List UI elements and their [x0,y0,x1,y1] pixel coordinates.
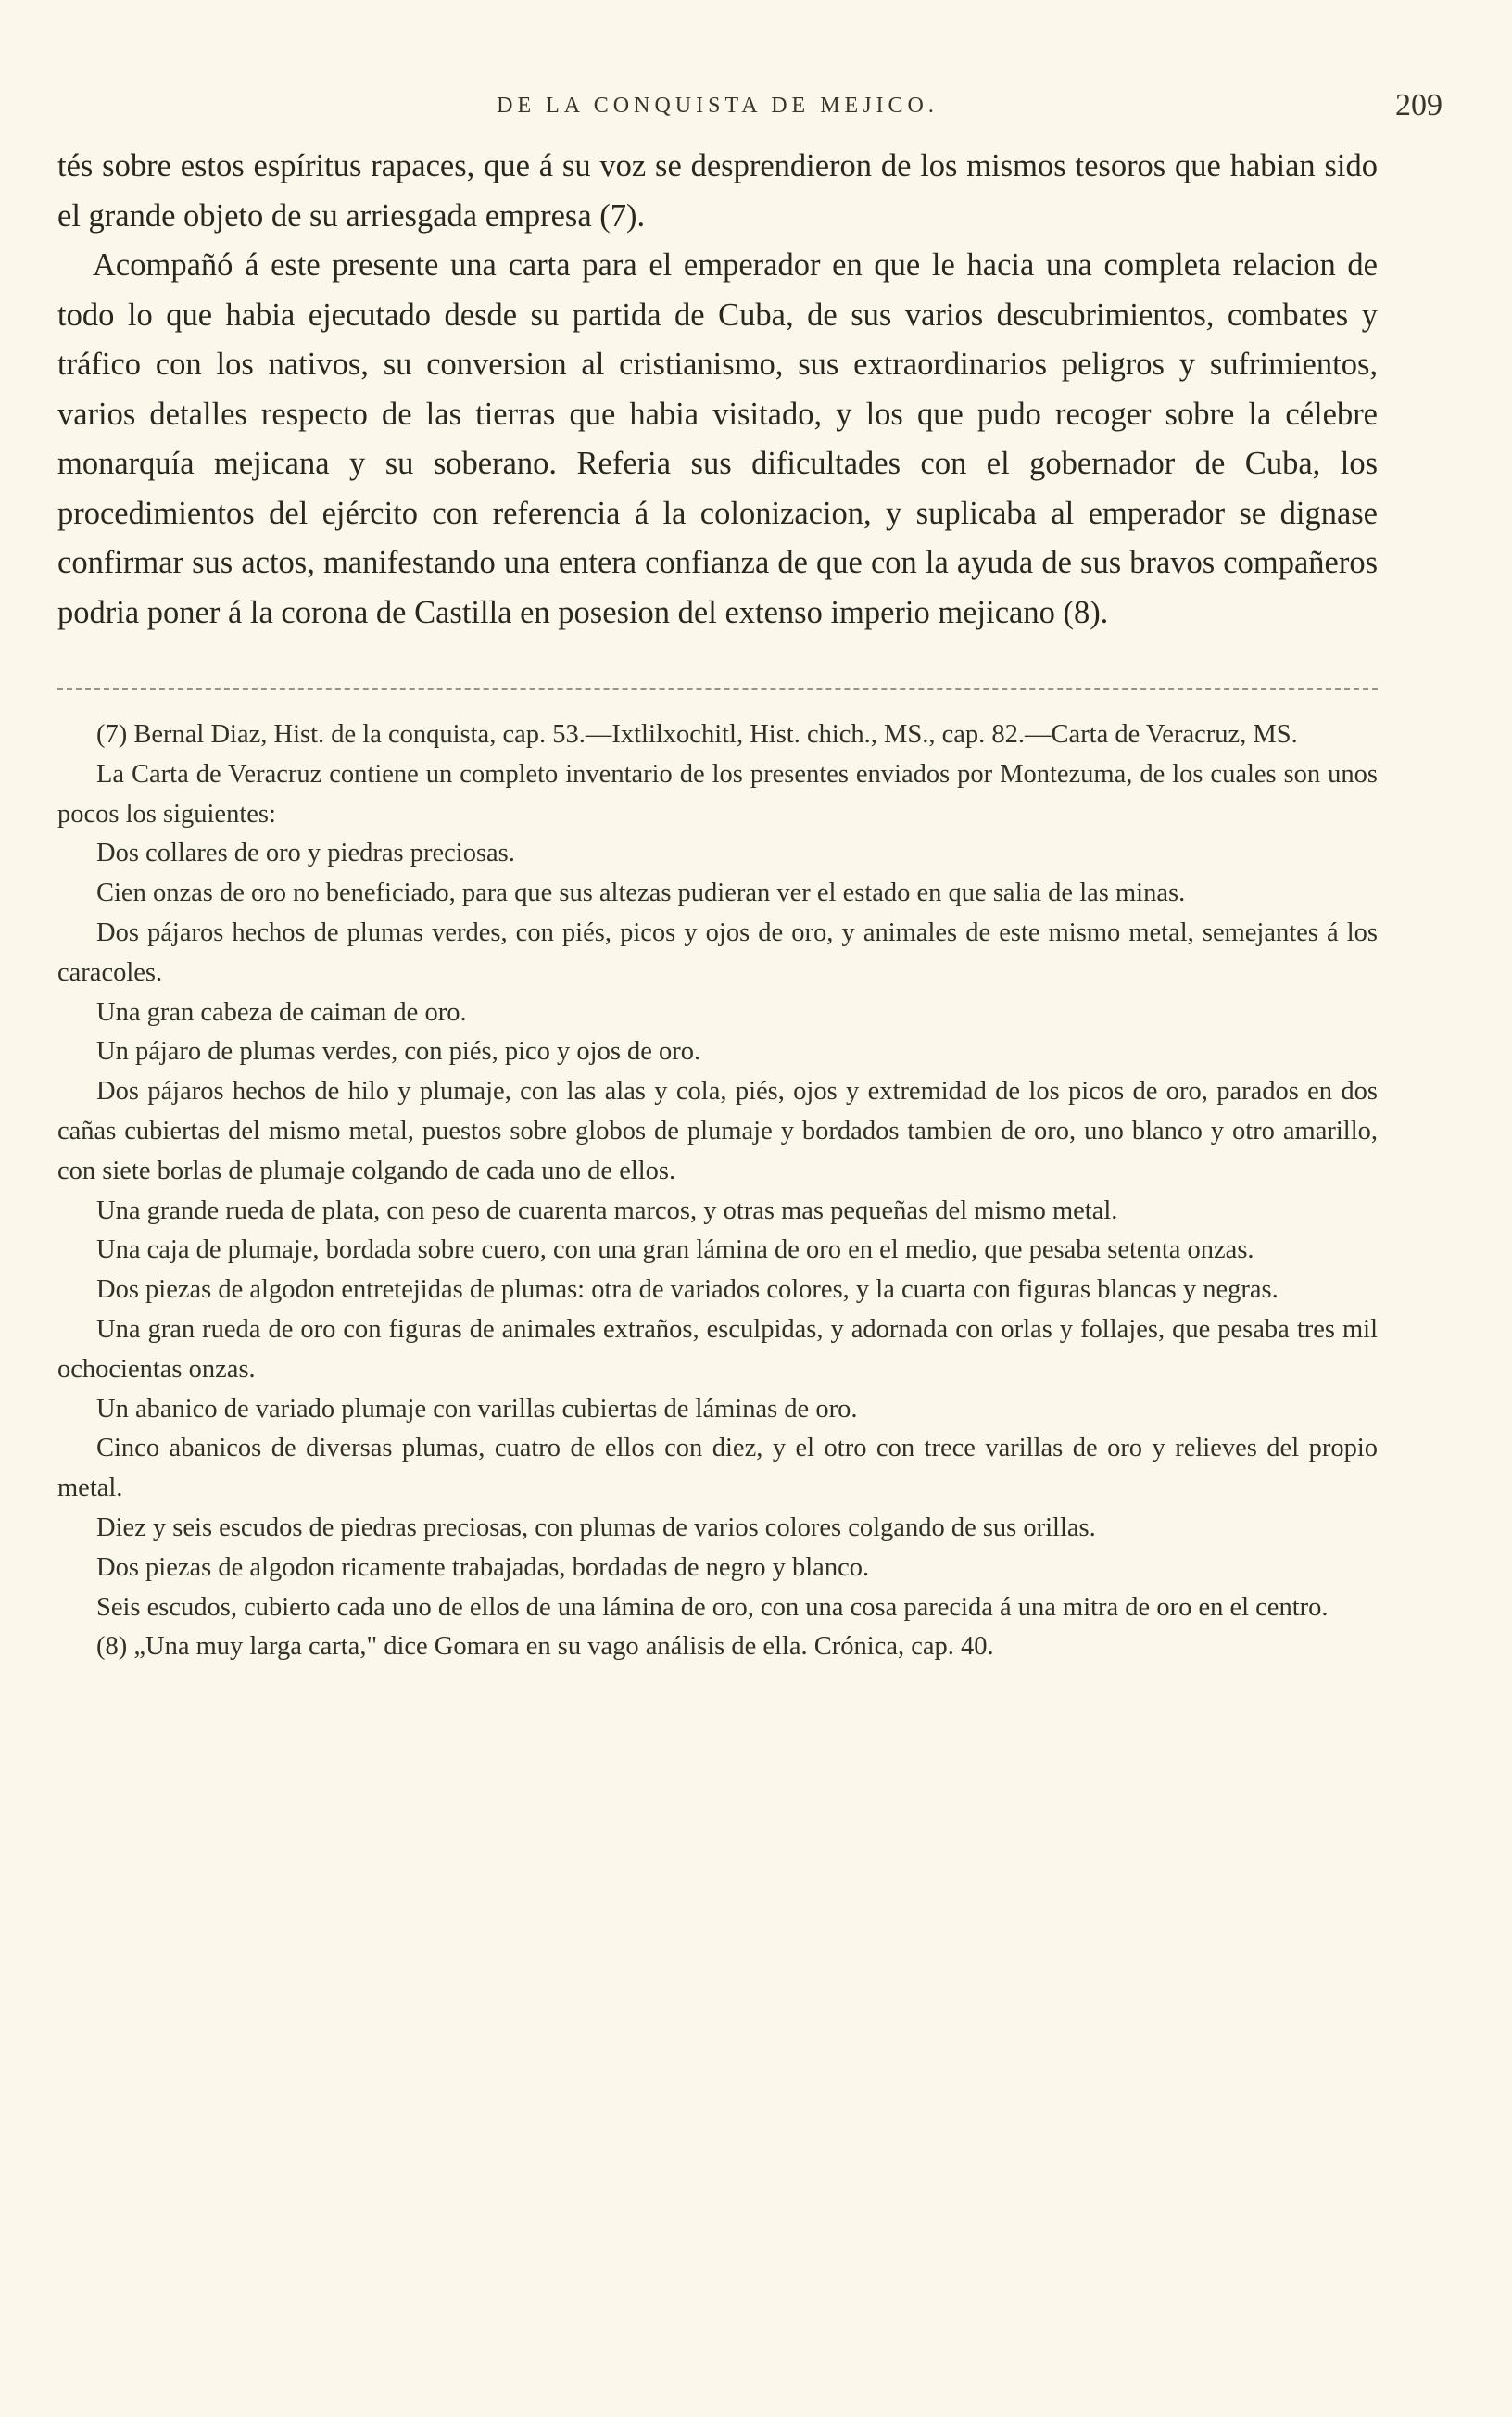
footnote: Dos collares de oro y piedras preciosas. [96,839,515,868]
footnote: Dos piezas de algodon ricamente trabajadas, bordadas de negro y blanco. [96,1552,870,1582]
paragraph: tés sobre estos espíritus rapaces, que á su voz se desprendieron de los mismos tesoros que habian sido el grande objeto de su arriesgada empresa (7). [57,148,1378,234]
footnote: Cinco abanicos de diversas plumas, cuatro de ellos con diez, y el otro con trece varillas de oro y relieves del propio metal. [57,1434,1378,1503]
footnote: Dos piezas de algodon entretejidas de plumas: otra de variados colores, y la cuarta con figuras blancas y negras. [96,1275,1279,1305]
footnote: La Carta de Veracruz contiene un completo inventario de los presentes enviados por Montezuma, de los cuales son unos pocos los siguientes: [57,759,1378,829]
main-text [57,142,1378,638]
footnote: Una grande rueda de plata, con peso de cuarenta marcos, y otras mas pequeñas del mismo metal. [96,1196,1118,1225]
footnote: Dos pájaros hechos de hilo y plumaje, con las alas y cola, piés, ojos y extremidad de los picos de oro, parados en dos cañas cubiertas del mismo metal, puestos sobre globos de plumaje y bordados tambien de oro, uno blanco y otro amarillo, con siete borlas de plumaje colgando de cada uno de ellos. [57,1077,1378,1185]
running-head [57,88,1443,133]
footnote: Una gran cabeza de caiman de oro. [96,997,467,1027]
footnote: Cien onzas de oro no beneficiado, para que sus altezas pudieran ver el estado en que salia de las minas. [96,879,1186,908]
footnote: Un pájaro de plumas verdes, con piés, pico y ojos de oro. [96,1037,701,1067]
footnote: (7) Bernal Diaz, Hist. de la conquista, cap. 53.—Ixtlilxochitl, Hist. chich., MS., cap. 82.—Carta de Veracruz, MS. [96,720,1298,749]
footnotes [57,715,1378,1667]
footnote: (8) „Una muy larga carta," dice Gomara en su vago análisis de ella. Crónica, cap. 40. [96,1632,994,1662]
footnote: Seis escudos, cubierto cada uno de ellos de una lámina de oro, con una cosa parecida á una mitra de oro en el centro. [96,1592,1329,1622]
running-title: DE LA CONQUISTA DE MEJICO. [497,94,939,118]
footnote: Diez y seis escudos de piedras preciosas, con plumas de varios colores colgando de sus orillas. [96,1512,1096,1542]
footnote-divider [57,688,1378,690]
footnote: Una caja de plumaje, bordada sobre cuero, con una gran lámina de oro en el medio, que pesaba setenta onzas. [96,1235,1254,1265]
footnote: Dos pájaros hechos de plumas verdes, con piés, picos y ojos de oro, y animales de este mismo metal, semejantes á los caracoles. [57,917,1378,987]
page-number: 209 [1395,88,1443,122]
footnote: Un abanico de variado plumaje con varillas cubiertas de láminas de oro. [96,1394,858,1424]
paragraph: Acompañó á este presente una carta para el emperador en que le hacia una completa relacion de todo lo que habia ejecutado desde su partida de Cuba, de sus varios descubrimientos, combates y tráfico con los nativos, su conversion al cristianismo, sus extraordinarios peligros y sufrimientos, varios detalles respecto de las tierras que habia visitado, y los que pudo recoger sobre la célebre monarquía mejicana y su soberano. Referia sus dificultades con el gobernador de Cuba, los procedimientos del ejército con referencia á la colonizacion, y suplicaba al emperador se dignase confirmar sus actos, manifestando una entera confianza de que con la ayuda de sus bravos compañeros podria poner á la corona de Castilla en posesion del extenso imperio mejicano (8). [57,247,1378,630]
footnote: Una gran rueda de oro con figuras de animales extraños, esculpidas, y adornada con orlas y follajes, que pesaba tres mil ochocientas onzas. [57,1314,1378,1384]
